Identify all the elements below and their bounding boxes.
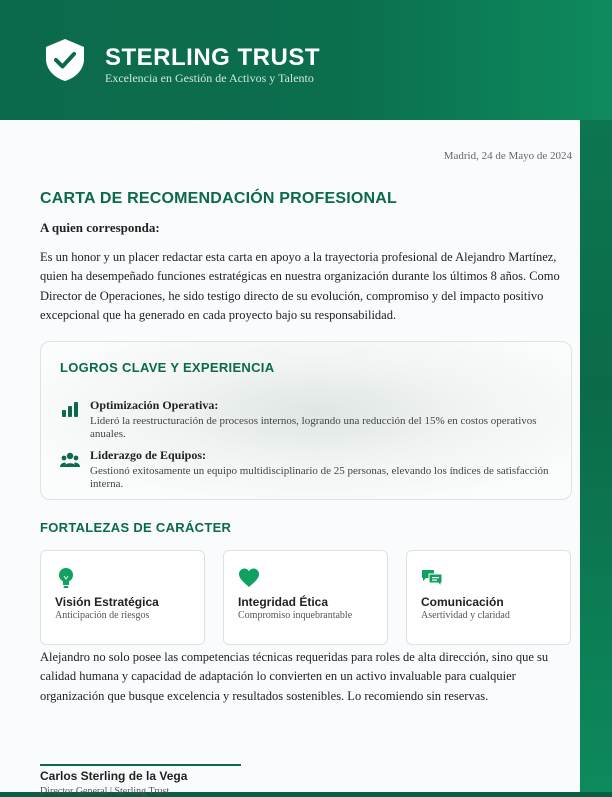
letter-closing: Alejandro no solo posee las competencias técnicas requeridas para roles de alta dirección, sino que su calidad humana y capacidad de adaptación lo convierten en un activo invaluable para cualquier organización que busque excelencia y resultados sostenibles. Lo recomiendo sin reservas. — [40, 650, 549, 703]
shield-check-icon — [44, 38, 86, 82]
achievement-text: Gestionó exitosamente un equipo multidisciplinario de 25 personas, elevando los índices de satisfacción interna. — [90, 465, 549, 490]
letter-date: Madrid, 24 de Mayo de 2024 — [443, 150, 572, 162]
strength-text: Anticipación de riesgos — [55, 610, 150, 621]
heart-icon — [238, 567, 260, 589]
strength-text: Asertividad y claridad — [421, 610, 510, 621]
signature-role: Director General | Sterling Trust — [40, 786, 170, 797]
strength-card — [406, 550, 571, 645]
achievement-heading: Optimización Operativa: — [90, 398, 219, 412]
header — [0, 0, 612, 120]
signature-name: Carlos Sterling de la Vega — [40, 769, 188, 783]
bar-chart-icon — [60, 401, 80, 419]
chat-bubbles-icon — [421, 567, 443, 589]
brand-name: STERLING TRUST — [105, 44, 320, 71]
achievements-box — [40, 341, 572, 500]
strength-heading: Visión Estratégica — [55, 595, 159, 609]
achievement-heading: Liderazgo de Equipos: — [90, 448, 207, 462]
achievements-title: LOGROS CLAVE Y EXPERIENCIA — [60, 360, 275, 375]
strength-card — [40, 550, 205, 645]
letter-page — [0, 120, 580, 797]
strength-text: Compromiso inquebrantable — [238, 610, 353, 621]
strength-heading: Comunicación — [421, 595, 504, 609]
strength-card — [223, 550, 388, 645]
lightbulb-icon — [55, 567, 77, 589]
letter-title: CARTA DE RECOMENDACIÓN PROFESIONAL — [40, 190, 398, 207]
strength-heading: Integridad Ética — [238, 595, 329, 609]
signature-line — [40, 764, 241, 766]
letter-intro: Es un honor y un placer redactar esta carta en apoyo a la trayectoria profesional de Alejandro Martínez, quien ha desempeñado funciones estratégicas en nuestra organización durante los últimos 8 años. Como Director de Operaciones, he sido testigo directo de su evolución, compromiso y del impacto positivo excepcional que ha generado en cada proyecto bajo su responsabilidad. — [40, 250, 560, 322]
users-icon — [60, 451, 80, 469]
brand-tagline: Excelencia en Gestión de Activos y Talento — [105, 71, 314, 85]
strengths-title: FORTALEZAS DE CARÁCTER — [40, 520, 232, 535]
achievement-text: Lideró la reestructuración de procesos internos, logrando una reducción del 15% en costos operativos anuales. — [90, 415, 537, 440]
letter-greeting: A quien corresponda: — [40, 220, 160, 235]
decorative-strip — [580, 120, 612, 792]
